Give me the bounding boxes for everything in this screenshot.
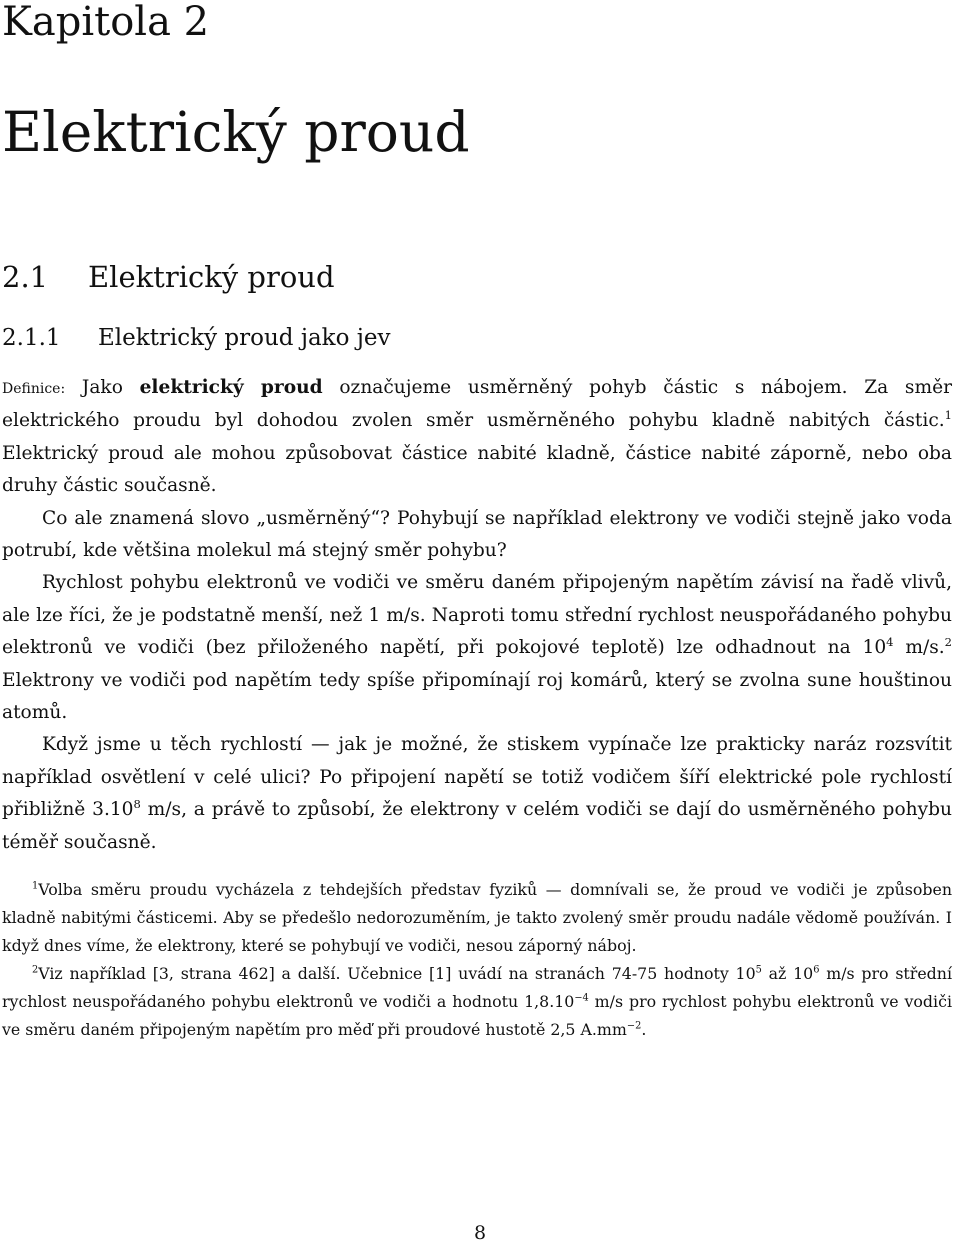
paragraph-text: m/s. [893,637,945,659]
footnote-text: Viz například [3, strana 462] a další. Učebnice [1] uvádí na stranách 74-75 hodnoty 10 [38,964,756,983]
footnote-mark: 2 [32,964,39,976]
paragraph-text: Jako [65,377,140,398]
footnote-text: m/s pro střední rychlost neuspořádaného pohybu elektronů ve vodiči a hodnotu 1,8.10 [2,964,953,1011]
exponent: 8 [133,797,141,812]
exponent: 5 [755,964,762,976]
paragraph-definition [2,372,952,503]
footnote-ref-2[interactable]: 2 [944,635,952,650]
exponent: 4 [886,635,894,650]
footnote-text: . [641,1020,647,1039]
footnote-2 [2,960,952,1044]
paragraph-text: Rychlost pohybu elektronů ve vodiči ve směru daném připojeným napětím závisí na řadě vlivů, ale lze říci, že je podstatně menší, než 1 m/s. Naproti tomu střední rychlost neuspořádaného pohybu elektronů ve vodiči (bez přiloženého napětí, při pokojové teplotě) lze odhadnout na 10 [2,572,952,659]
footnote-ref-1[interactable]: 1 [944,408,952,423]
paragraph-directed: Co ale znamená slovo „usměrněný“? Pohybují se například elektrony ve vodiči stejně jako voda potrubí, kde většina molekul má stejný směr pohybu? [2,507,952,562]
paragraph-text: m/s, a právě to způsobí, že elektrony v celém vodiči se dají do usměrněného pohybu téměř současně. [2,799,952,853]
section-number: 2.1 [2,260,49,294]
exponent: 6 [813,964,820,976]
subsection-title: Elektrický proud jako jev [98,325,391,351]
defined-term: elektrický proud [139,377,323,398]
subsection-number: 2.1.1 [2,325,61,351]
footnote-text: m/s pro rychlost pohybu elektronů ve vodiči ve směru daném připojeným napětím pro měď při proudové hustotě 2,5 A.mm [2,992,952,1039]
footnotes [2,876,952,1044]
chapter-label: Kapitola 2 [2,0,210,45]
paragraph-text: Elektrický proud ale mohou způsobovat částice nabité kladně, částice nabité záporně, nebo oba druhy částic současně. [2,442,952,497]
exponent: −4 [574,992,589,1004]
footnote-text: až 10 [761,964,814,983]
section-heading [2,262,335,294]
paragraph-field [2,729,952,859]
paragraph-speed [2,567,952,729]
subsection-heading [2,326,391,351]
exponent: −2 [626,1020,642,1032]
footnote-1 [2,876,952,960]
paragraph-text: označujeme usměrněný pohyb částic s nábojem. Za směr elektrického proudu byl dohodou zvolen směr usměrněného pohybu kladně nabitých částic. [2,377,952,432]
page-number: 8 [473,1222,487,1244]
definition-label: Definice: [2,381,66,397]
paragraph-text: Elektrony ve vodiči pod napětím tedy spíše připomínají roj komárů, který se zvolna sune houštinou atomů. [2,669,952,724]
paragraph-text: Když jsme u těch rychlostí — jak je možné, že stiskem vypínače lze prakticky naráz rozsvítit například osvětlení v celé ulici? Po připojení napětí se totiž vodičem šíří elektrické pole rychlostí přibližně 3.10 [2,734,952,821]
chapter-title: Elektrický proud [2,100,470,164]
footnote-mark: 1 [32,880,39,892]
section-title: Elektrický proud [88,260,335,294]
footnote-text: Volba směru proudu vycházela z tehdejších představ fyziků — domnívali se, že proud ve vodiči je způsoben kladně nabitými částicemi. Aby se předešlo nedorozuměním, je takto zvolený směr proudu nadále vědomě používán. I když dnes víme, že elektrony, které se pohybují ve vodiči, nesou záporný náboj. [2,880,952,955]
body-text [2,372,952,859]
